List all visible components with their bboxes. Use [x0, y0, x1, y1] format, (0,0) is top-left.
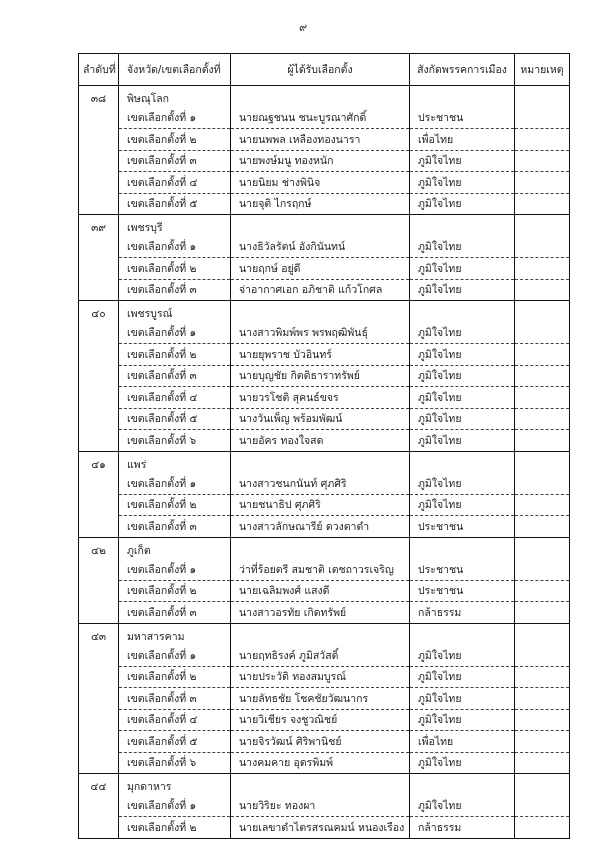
district-label: เขตเลือกตั้งที่ ๔ [127, 714, 198, 726]
order-number: ๔๐ [79, 301, 119, 452]
elected-name: นายเลขาดำไตรสรณคมน์ หนองเรือง [231, 817, 410, 839]
elected-name: นายประวัติ ทองสมบูรณ์ [231, 666, 410, 688]
district-cell [119, 344, 231, 366]
province-name: เพชรบูรณ์ [127, 308, 173, 320]
district-label: เขตเลือกตั้งที่ ๔ [127, 391, 198, 404]
district-cell [119, 709, 231, 731]
table-row [79, 301, 570, 344]
district-label: เขตเลือกตั้งที่ ๒ [127, 499, 197, 511]
header-order: ลำดับที่ [79, 54, 119, 86]
order-number: ๓๙ [79, 215, 119, 301]
province-name: เพชรบุรี [127, 222, 163, 234]
district-label: เขตเลือกตั้งที่ ๕ [127, 413, 198, 425]
province-name: แพร่ [127, 458, 147, 471]
order-number: ๓๘ [79, 86, 119, 215]
remarks-cell [515, 86, 570, 129]
elected-name: นางคมคาย อุดรพิมพ์ [231, 752, 410, 774]
elected-name: นายเฉลิมพงศ์ แสงดี [231, 580, 410, 602]
elected-name: นางสาวชนกนันท์ ศุภศิริ [231, 451, 410, 494]
district-cell [119, 150, 231, 172]
remarks-cell [515, 688, 570, 710]
header-district: จังหวัด/เขตเลือกตั้งที่ [119, 54, 231, 86]
party-name: ภูมิใจไทย [410, 193, 515, 215]
table-row [79, 752, 570, 774]
district-label: เขตเลือกตั้งที่ ๕ [127, 735, 198, 748]
district-cell [119, 688, 231, 710]
table-row [79, 817, 570, 839]
remarks-cell [515, 451, 570, 494]
district-cell [119, 301, 231, 344]
elected-name: นางสาวลักษณารีย์ ดวงตาดำ [231, 516, 410, 538]
district-cell [119, 623, 231, 666]
table-row [79, 623, 570, 666]
party-name: ภูมิใจไทย [410, 752, 515, 774]
party-name: ภูมิใจไทย [410, 408, 515, 430]
district-label: เขตเลือกตั้งที่ ๒ [127, 821, 197, 834]
remarks-cell [515, 344, 570, 366]
party-name: เพื่อไทย [410, 731, 515, 753]
remarks-cell [515, 172, 570, 194]
party-name: ภูมิใจไทย [410, 387, 515, 409]
elected-name: นายยุพราช บัวอินทร์ [231, 344, 410, 366]
district-label: เขตเลือกตั้งที่ ๒ [127, 671, 197, 683]
order-number: ๔๓ [79, 623, 119, 774]
page-number: ๙ [298, 21, 308, 34]
header-party: สังกัดพรรคการเมือง [410, 54, 515, 86]
district-cell [119, 258, 231, 280]
district-label: เขตเลือกตั้งที่ ๒ [127, 133, 197, 146]
elected-name: นายจุติ ไกรฤกษ์ [231, 193, 410, 215]
remarks-cell [515, 258, 570, 280]
remarks-cell [515, 279, 570, 301]
district-label: เขตเลือกตั้งที่ ๓ [127, 692, 197, 705]
elected-name: นายบุญชัย กิตติธาราทรัพย์ [231, 365, 410, 387]
party-name: ภูมิใจไทย [410, 365, 515, 387]
party-name: ภูมิใจไทย [410, 150, 515, 172]
table-row [79, 387, 570, 409]
district-label: เขตเลือกตั้งที่ ๑ [127, 649, 197, 662]
district-label: เขตเลือกตั้งที่ ๑ [127, 800, 197, 812]
province-name: พิษณุโลก [127, 93, 170, 105]
table-row [79, 666, 570, 688]
header-elected: ผู้ได้รับเลือกตั้ง [231, 54, 410, 86]
district-label: เขตเลือกตั้งที่ ๑ [127, 327, 197, 339]
district-cell [119, 752, 231, 774]
elected-name: ว่าที่ร้อยตรี สมชาติ เตชถาวรเจริญ [231, 537, 410, 580]
remarks-cell [515, 215, 570, 258]
district-label: เขตเลือกตั้งที่ ๔ [127, 176, 198, 189]
remarks-cell [515, 709, 570, 731]
district-cell [119, 387, 231, 409]
district-label: เขตเลือกตั้งที่ ๖ [127, 757, 197, 769]
district-label: เขตเลือกตั้งที่ ๒ [127, 585, 197, 597]
remarks-cell [515, 516, 570, 538]
remarks-cell [515, 150, 570, 172]
table-row [79, 451, 570, 494]
remarks-cell [515, 193, 570, 215]
party-name: ภูมิใจไทย [410, 688, 515, 710]
order-number: ๔๑ [79, 451, 119, 537]
party-name: ภูมิใจไทย [410, 258, 515, 280]
table-row [79, 129, 570, 151]
district-cell [119, 666, 231, 688]
party-name: ภูมิใจไทย [410, 344, 515, 366]
district-label: เขตเลือกตั้งที่ ๑ [127, 477, 197, 490]
party-name: ภูมิใจไทย [410, 774, 515, 817]
table-row [79, 86, 570, 129]
district-cell [119, 430, 231, 452]
province-name: ภูเก็ต [127, 544, 151, 557]
remarks-cell [515, 580, 570, 602]
district-cell [119, 731, 231, 753]
remarks-cell [515, 774, 570, 817]
district-label: เขตเลือกตั้งที่ ๖ [127, 434, 197, 447]
remarks-cell [515, 537, 570, 580]
elected-name: นางวันเพ็ญ พร้อมพัฒน์ [231, 408, 410, 430]
district-cell [119, 172, 231, 194]
remarks-cell [515, 365, 570, 387]
district-cell [119, 129, 231, 151]
province-name: มหาสารคาม [127, 630, 185, 643]
remarks-cell [515, 623, 570, 666]
elected-name: จ่าอากาศเอก อภิชาติ แก้วโกศล [231, 279, 410, 301]
district-cell [119, 494, 231, 516]
table-row [79, 516, 570, 538]
table-row [79, 365, 570, 387]
district-label: เขตเลือกตั้งที่ ๑ [127, 241, 197, 253]
remarks-cell [515, 387, 570, 409]
party-name: ภูมิใจไทย [410, 623, 515, 666]
party-name: ภูมิใจไทย [410, 494, 515, 516]
party-name: ประชาชน [410, 516, 515, 538]
table-row [79, 215, 570, 258]
order-number: ๔๔ [79, 774, 119, 839]
header-remarks: หมายเหตุ [515, 54, 570, 86]
district-cell [119, 451, 231, 494]
remarks-cell [515, 602, 570, 624]
remarks-cell [515, 752, 570, 774]
district-label: เขตเลือกตั้งที่ ๕ [127, 198, 198, 210]
district-label: เขตเลือกตั้งที่ ๓ [127, 370, 197, 382]
elected-name: นายพงษ์มนู ทองหนัก [231, 150, 410, 172]
party-name: ประชาชน [410, 537, 515, 580]
party-name: ประชาชน [410, 86, 515, 129]
party-name: ภูมิใจไทย [410, 172, 515, 194]
district-cell [119, 580, 231, 602]
elected-name: นายวรโชติ สุคนธ์ขจร [231, 387, 410, 409]
table-body [79, 86, 570, 839]
district-cell [119, 408, 231, 430]
remarks-cell [515, 731, 570, 753]
party-name: ภูมิใจไทย [410, 279, 515, 301]
district-cell [119, 215, 231, 258]
table-row [79, 172, 570, 194]
party-name: ภูมิใจไทย [410, 301, 515, 344]
party-name: กล้าธรรม [410, 602, 515, 624]
party-name: เพื่อไทย [410, 129, 515, 151]
order-number: ๔๒ [79, 537, 119, 623]
party-name: ภูมิใจไทย [410, 666, 515, 688]
table-header-row [79, 54, 570, 86]
district-cell [119, 537, 231, 580]
elected-name: นางสาวพิมพ์พร พรพฤฒิพันธุ์ [231, 301, 410, 344]
party-name: ภูมิใจไทย [410, 709, 515, 731]
remarks-cell [515, 301, 570, 344]
elected-name: นายชนาธิป ศุภศิริ [231, 494, 410, 516]
table-row [79, 279, 570, 301]
elected-name: นายนพพล เหลืองทองนารา [231, 129, 410, 151]
table-row [79, 344, 570, 366]
remarks-cell [515, 494, 570, 516]
district-label: เขตเลือกตั้งที่ ๑ [127, 112, 197, 124]
remarks-cell [515, 430, 570, 452]
table-row [79, 580, 570, 602]
district-cell [119, 602, 231, 624]
table-row [79, 408, 570, 430]
district-label: เขตเลือกตั้งที่ ๓ [127, 155, 197, 167]
district-cell [119, 279, 231, 301]
party-name: กล้าธรรม [410, 817, 515, 839]
table-row [79, 430, 570, 452]
elected-name: นายนิยม ช่างพินิจ [231, 172, 410, 194]
table-row [79, 258, 570, 280]
party-name: ภูมิใจไทย [410, 451, 515, 494]
election-results-table [78, 53, 570, 839]
elected-name: นายณฐชนน ชนะบูรณาศักดิ์ [231, 86, 410, 129]
table-row [79, 731, 570, 753]
elected-name: นายอัคร ทองใจสด [231, 430, 410, 452]
district-label: เขตเลือกตั้งที่ ๓ [127, 606, 197, 619]
table-row [79, 537, 570, 580]
district-cell [119, 193, 231, 215]
district-cell [119, 365, 231, 387]
table-row [79, 774, 570, 817]
district-cell [119, 774, 231, 817]
district-label: เขตเลือกตั้งที่ ๒ [127, 262, 197, 275]
remarks-cell [515, 408, 570, 430]
district-label: เขตเลือกตั้งที่ ๒ [127, 348, 197, 361]
district-cell [119, 86, 231, 129]
table-row [79, 193, 570, 215]
remarks-cell [515, 817, 570, 839]
table-row [79, 688, 570, 710]
elected-name: นายฤทธิรงค์ ภูมิสวัสดิ์ [231, 623, 410, 666]
elected-name: นายจิรวัฒน์ ศิริพานิชย์ [231, 731, 410, 753]
elected-name: นายลัทธชัย โชคชัยวัฒนากร [231, 688, 410, 710]
elected-name: นายฤกษ์ อยู่ดี [231, 258, 410, 280]
province-name: มุกดาหาร [127, 781, 172, 793]
district-cell [119, 817, 231, 839]
elected-name: นายวิริยะ ทองผา [231, 774, 410, 817]
elected-name: นางธิวัลรัตน์ อังกินันทน์ [231, 215, 410, 258]
district-label: เขตเลือกตั้งที่ ๑ [127, 563, 197, 576]
table-row [79, 709, 570, 731]
elected-name: นางสาวอรทัย เกิดทรัพย์ [231, 602, 410, 624]
elected-name: นายวิเชียร จงชูวณิชย์ [231, 709, 410, 731]
party-name: ประชาชน [410, 580, 515, 602]
district-cell [119, 516, 231, 538]
district-label: เขตเลือกตั้งที่ ๓ [127, 284, 197, 296]
party-name: ภูมิใจไทย [410, 430, 515, 452]
party-name: ภูมิใจไทย [410, 215, 515, 258]
remarks-cell [515, 666, 570, 688]
table-row [79, 150, 570, 172]
table-row [79, 602, 570, 624]
remarks-cell [515, 129, 570, 151]
district-label: เขตเลือกตั้งที่ ๓ [127, 520, 197, 533]
table-row [79, 494, 570, 516]
